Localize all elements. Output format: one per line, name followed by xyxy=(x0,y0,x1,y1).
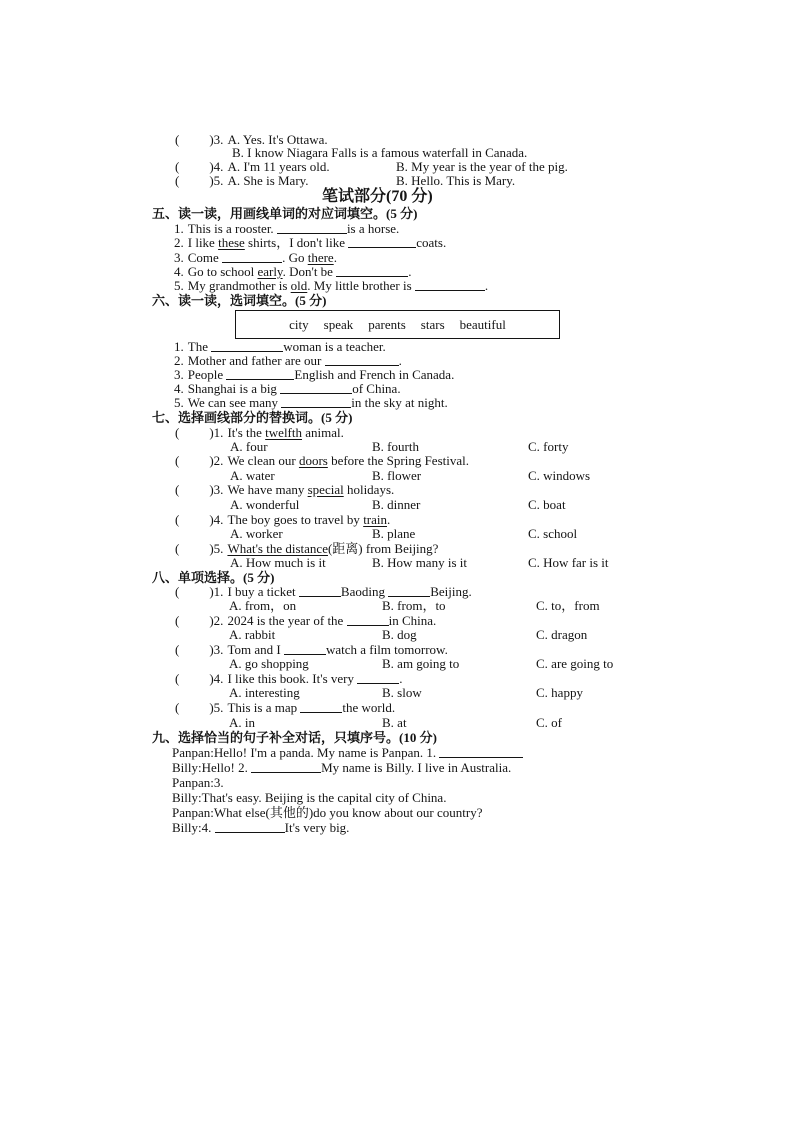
s5-item-2 xyxy=(174,236,446,250)
dialogue-text: 3. xyxy=(213,775,224,790)
option-a: A. wonderful xyxy=(230,497,300,512)
question-text: It's the xyxy=(227,425,266,440)
dialogue-text: That's easy. Beijing is the capital city of China. xyxy=(201,790,447,805)
dialogue-text: 4. xyxy=(201,820,215,835)
question-number: )5. xyxy=(209,700,224,715)
item-text: This is a rooster. xyxy=(187,221,277,236)
s5-item-1 xyxy=(174,222,399,236)
item-text: . My little brother is xyxy=(307,278,415,293)
answer-bracket-open: ( xyxy=(175,425,180,440)
option-a: A. in xyxy=(229,715,255,730)
option-c: C. to，from xyxy=(536,598,600,613)
question-number: )3. xyxy=(209,642,224,657)
underlined-word: early xyxy=(257,264,283,279)
option-a: A. from，on xyxy=(229,598,297,613)
option-b: B. flower xyxy=(372,468,422,483)
s8-question-2 xyxy=(175,614,436,628)
item-number: 5. xyxy=(174,278,184,293)
question-number: )3. xyxy=(209,132,224,147)
question-text: the world. xyxy=(342,700,396,715)
option-c: C. school xyxy=(528,526,578,541)
item-text: The xyxy=(187,339,212,354)
option-c: C. windows xyxy=(528,468,591,483)
item-text: Mother and father are our xyxy=(187,353,325,368)
dialogue-line-5 xyxy=(172,806,483,820)
question-text: watch a film tomorrow. xyxy=(325,642,448,657)
item-text: of China. xyxy=(352,381,401,396)
dialogue-text: My name is Billy. I live in Australia. xyxy=(321,760,512,775)
question-number: )5. xyxy=(209,173,224,188)
s5-item-3 xyxy=(174,251,337,265)
item-number: 2. xyxy=(174,235,184,250)
listening-question-5 xyxy=(175,174,309,188)
answer-blank xyxy=(388,585,430,597)
dialogue-text: It's very big. xyxy=(284,820,350,835)
item-text: English and French in Canada. xyxy=(294,367,455,382)
question-text: Tom and I xyxy=(227,642,284,657)
underlined-word: train xyxy=(363,512,388,527)
word-bank-word: beautiful xyxy=(459,316,506,332)
answer-bracket-open: ( xyxy=(175,173,180,188)
option-b: B. slow xyxy=(382,685,422,700)
section-9-heading: 九、选择恰当的句子补全对话，只填序号。(10 分) xyxy=(152,730,437,745)
s6-item-4 xyxy=(174,382,401,396)
answer-bracket-open: ( xyxy=(175,159,180,174)
section-5-heading: 五、读一读，用画线单词的对应词填空。(5 分) xyxy=(152,206,418,221)
speaker-name: Billy: xyxy=(172,760,202,775)
option-c: C. are going to xyxy=(536,656,614,671)
speaker-name: Billy: xyxy=(172,820,202,835)
word-bank-word: speak xyxy=(323,316,354,332)
dialogue-text: What else(其他的)do you know about our country? xyxy=(213,805,483,820)
question-text: . xyxy=(387,512,391,527)
answer-bracket-open: ( xyxy=(175,541,180,556)
option-b: B. dinner xyxy=(372,497,421,512)
item-number: 1. xyxy=(174,339,184,354)
s7-question-2 xyxy=(175,454,469,468)
s5-item-4 xyxy=(174,265,411,279)
s6-item-3 xyxy=(174,368,454,382)
word-bank-word: parents xyxy=(368,316,406,332)
option-a: A. rabbit xyxy=(229,627,276,642)
option-a: A. How much is it xyxy=(230,555,326,570)
s8-question-4 xyxy=(175,672,402,686)
question-number: )4. xyxy=(209,671,224,686)
item-text: woman is a teacher. xyxy=(283,339,386,354)
item-text: Come xyxy=(187,250,223,265)
option-a: A. go shopping xyxy=(229,656,309,671)
item-text: . xyxy=(408,264,412,279)
answer-bracket-open: ( xyxy=(175,642,180,657)
question-text: (距离) from Beijing? xyxy=(327,541,439,556)
underlined-word: doors xyxy=(298,453,328,468)
item-number: 2. xyxy=(174,353,184,368)
option-c: C. happy xyxy=(536,685,583,700)
question-text: holidays. xyxy=(343,482,395,497)
option-a: A. I'm 11 years old. xyxy=(227,159,330,174)
answer-blank xyxy=(277,222,347,234)
dialogue-line-3 xyxy=(172,776,224,790)
option-b: B. I know Niagara Falls is a famous waterfall in Canada. xyxy=(232,145,528,160)
option-c: C. of xyxy=(536,715,562,730)
dialogue-line-6 xyxy=(172,821,349,835)
section-8-heading: 八、单项选择。(5 分) xyxy=(152,570,275,585)
answer-blank xyxy=(226,368,294,380)
question-text: We have many xyxy=(227,482,308,497)
speaker-name: Panpan: xyxy=(172,775,214,790)
answer-bracket-open: ( xyxy=(175,584,180,599)
option-b: B. at xyxy=(382,715,407,730)
question-number: )1. xyxy=(209,425,224,440)
item-number: 4. xyxy=(174,381,184,396)
item-number: 3. xyxy=(174,367,184,382)
option-c: C. dragon xyxy=(536,627,588,642)
question-text: I like this book. It's very xyxy=(227,671,358,686)
answer-bracket-open: ( xyxy=(175,671,180,686)
answer-blank xyxy=(357,672,399,684)
question-text: I buy a ticket xyxy=(227,584,299,599)
item-text: in the sky at night. xyxy=(351,395,448,410)
question-text: before the Spring Festival. xyxy=(327,453,469,468)
answer-blank xyxy=(300,701,342,713)
question-text: Baoding xyxy=(340,584,389,599)
dialogue-text: Hello! 2. xyxy=(201,760,252,775)
question-text: Beijing. xyxy=(430,584,472,599)
s8-question-5 xyxy=(175,701,395,715)
item-number: 5. xyxy=(174,395,184,410)
option-c: C. How far is it xyxy=(528,555,609,570)
option-a: A. Yes. It's Ottawa. xyxy=(227,132,328,147)
answer-bracket-open: ( xyxy=(175,482,180,497)
speaker-name: Billy: xyxy=(172,790,202,805)
answer-bracket-open: ( xyxy=(175,512,180,527)
answer-blank xyxy=(347,614,389,626)
answer-bracket-open: ( xyxy=(175,613,180,628)
option-b: B. plane xyxy=(372,526,416,541)
underlined-phrase: What's the distance xyxy=(227,541,328,556)
word-bank-word: city xyxy=(289,316,309,332)
answer-blank xyxy=(348,236,416,248)
answer-bracket-open: ( xyxy=(175,132,180,147)
question-number: )4. xyxy=(209,159,224,174)
item-text: . Go xyxy=(282,250,308,265)
underlined-word: twelfth xyxy=(265,425,302,440)
question-text: This is a map xyxy=(227,700,301,715)
question-text: We clean our xyxy=(227,453,299,468)
dialogue-text: Hello! I'm a panda. My name is Panpan. 1. xyxy=(213,745,440,760)
s7-question-4 xyxy=(175,513,390,527)
item-text: My grandmother is xyxy=(187,278,291,293)
item-number: 4. xyxy=(174,264,184,279)
s8-question-1 xyxy=(175,585,472,599)
word-bank-box xyxy=(235,310,560,339)
option-a: A. interesting xyxy=(229,685,300,700)
option-a: A. worker xyxy=(230,526,283,541)
item-number: 1. xyxy=(174,221,184,236)
answer-blank xyxy=(325,354,399,366)
question-number: )3. xyxy=(209,482,224,497)
answer-blank xyxy=(211,340,283,352)
answer-blank xyxy=(299,585,341,597)
written-part-title: 笔试部分(70 分) xyxy=(322,188,433,205)
answer-blank xyxy=(222,251,282,263)
option-b: B. from，to xyxy=(382,598,446,613)
dialogue-line-4 xyxy=(172,791,446,805)
answer-bracket-open: ( xyxy=(175,700,180,715)
question-text: 2024 is the year of the xyxy=(227,613,347,628)
speaker-name: Panpan: xyxy=(172,745,214,760)
answer-blank xyxy=(284,643,326,655)
item-text: coats. xyxy=(416,235,447,250)
item-text: Go to school xyxy=(187,264,258,279)
underlined-word: there xyxy=(307,250,334,265)
dialogue-line-2 xyxy=(172,761,511,775)
question-number: )5. xyxy=(209,541,224,556)
option-b: B. How many is it xyxy=(372,555,467,570)
item-text: . xyxy=(484,278,489,293)
option-a: A. water xyxy=(230,468,275,483)
question-text: in China. xyxy=(388,613,437,628)
answer-bracket-open: ( xyxy=(175,453,180,468)
item-text: I like xyxy=(187,235,219,250)
item-text: Shanghai is a big xyxy=(187,381,281,396)
s6-item-2 xyxy=(174,354,402,368)
question-number: )2. xyxy=(209,453,224,468)
option-b: B. Hello. This is Mary. xyxy=(396,173,516,188)
s6-item-5 xyxy=(174,396,448,410)
question-text: . xyxy=(399,671,403,686)
option-b: B. am going to xyxy=(382,656,460,671)
answer-blank xyxy=(281,396,351,408)
answer-blank xyxy=(280,382,352,394)
item-text: is a horse. xyxy=(346,221,400,236)
item-text: . xyxy=(333,250,337,265)
question-number: )2. xyxy=(209,613,224,628)
underlined-word: old xyxy=(290,278,308,293)
question-number: )1. xyxy=(209,584,224,599)
option-b: B. fourth xyxy=(372,439,419,454)
option-c: C. boat xyxy=(528,497,566,512)
s7-question-5 xyxy=(175,542,438,556)
option-b: B. dog xyxy=(382,627,417,642)
question-number: )4. xyxy=(209,512,224,527)
dialogue-line-1 xyxy=(172,746,523,760)
s6-item-1 xyxy=(174,340,386,354)
s7-question-1 xyxy=(175,426,344,440)
s5-item-5 xyxy=(174,279,488,293)
answer-blank xyxy=(439,746,523,758)
section-6-heading: 六、读一读，选词填空。(5 分) xyxy=(152,293,327,308)
item-text: People xyxy=(187,367,227,382)
word-bank-word: stars xyxy=(420,316,445,332)
listening-question-4 xyxy=(175,160,330,174)
s8-question-3 xyxy=(175,643,448,657)
option-a: A. She is Mary. xyxy=(227,173,309,188)
item-text: We can see many xyxy=(187,395,282,410)
answer-blank xyxy=(215,821,285,833)
option-c: C. forty xyxy=(528,439,569,454)
question-text: animal. xyxy=(302,425,344,440)
option-b: B. My year is the year of the pig. xyxy=(396,159,568,174)
answer-blank xyxy=(251,761,321,773)
s7-question-3 xyxy=(175,483,394,497)
item-number: 3. xyxy=(174,250,184,265)
option-a: A. four xyxy=(230,439,268,454)
item-text: . xyxy=(398,353,402,368)
item-text: . Don't be xyxy=(282,264,337,279)
answer-blank xyxy=(415,279,485,291)
underlined-word: special xyxy=(307,482,344,497)
question-text: The boy goes to travel by xyxy=(227,512,364,527)
underlined-word: these xyxy=(218,235,245,250)
answer-blank xyxy=(336,265,408,277)
item-text: shirts，I don't like xyxy=(244,235,349,250)
section-7-heading: 七、选择画线部分的替换词。(5 分) xyxy=(152,410,353,425)
speaker-name: Panpan: xyxy=(172,805,214,820)
